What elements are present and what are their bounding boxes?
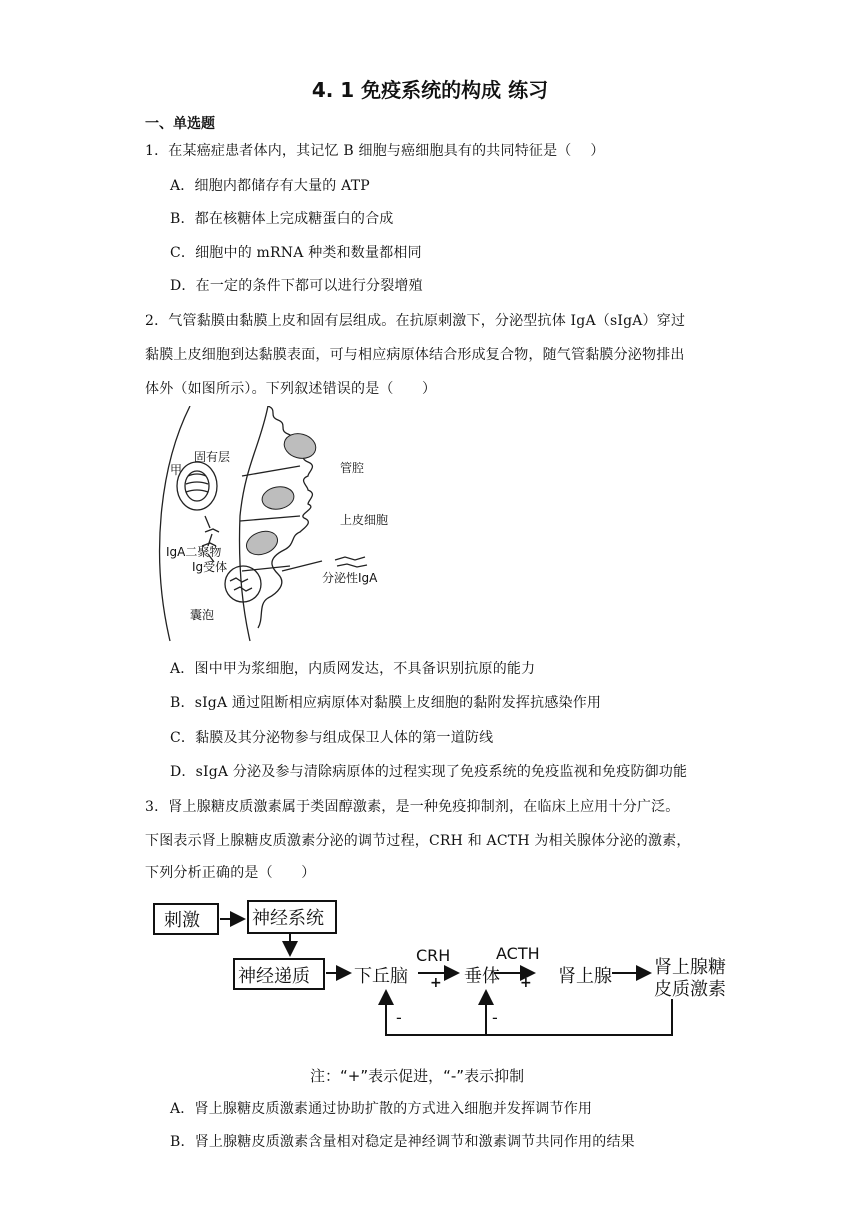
pituitary-label: 垂体	[464, 966, 500, 987]
q3-stem-line3: 下列分析正确的是（ ）	[145, 865, 316, 881]
page-title: 4. 1 免疫系统的构成 练习	[311, 78, 549, 102]
label-siga: 分泌性IgA	[322, 571, 378, 585]
diagram-note: 注：“+”表示促进，“-”表示抑制	[310, 1067, 525, 1085]
acth-label: ACTH	[496, 944, 540, 963]
feedback-minus-2: -	[492, 1008, 498, 1027]
label-guan-qiang: 管腔	[340, 461, 365, 475]
adrenal-label: 肾上腺	[558, 966, 612, 987]
q2-option-c: C．黏膜及其分泌物参与组成保卫人体的第一道防线	[170, 730, 494, 746]
label-iga-dimer: IgA二聚物	[166, 545, 222, 559]
q2-option-d: D．sIgA 分泌及参与清除病原体的过程实现了免疫系统的免疫监视和免疫防御功能	[170, 764, 688, 780]
label-jia: 甲	[170, 463, 183, 477]
feedback-minus-1: -	[396, 1008, 402, 1027]
q2-stem-line2: 黏膜上皮细胞到达黏膜表面，可与相应病原体结合形成复合物，随气管黏膜分泌物排出	[145, 347, 685, 363]
q1-option-a: A．细胞内都储存有大量的 ATP	[170, 178, 370, 194]
label-shang-pi: 上皮细胞	[340, 513, 389, 527]
section-heading: 一、单选题	[145, 116, 215, 132]
hypothalamus-label: 下丘脑	[354, 966, 408, 987]
q3-option-b: B．肾上腺糖皮质激素含量相对稳定是神经调节和激素调节共同作用的结果	[170, 1134, 635, 1150]
q1-option-b: B．都在核糖体上完成糖蛋白的合成	[170, 211, 394, 227]
q1-option-d: D．在一定的条件下都可以进行分裂增殖	[170, 278, 423, 294]
stimulus-label: 刺激	[164, 910, 200, 931]
q3-stem-line1: 3．肾上腺糖皮质激素属于类固醇激素，是一种免疫抑制剂，在临床上应用十分广泛。	[145, 799, 680, 815]
gc-label-line2: 皮质激素	[654, 979, 726, 1000]
q2-option-a: A．图中甲为浆细胞，内质网发达，不具备识别抗原的能力	[170, 661, 536, 677]
label-ig-receptor: Ig受体	[192, 560, 228, 574]
q2-stem-line3: 体外（如图所示）。下列叙述错误的是（ ）	[145, 381, 437, 397]
q2-option-b: B．sIgA 通过阻断相应病原体对黏膜上皮细胞的黏附发挥抗感染作用	[170, 695, 602, 711]
crh-label: CRH	[416, 946, 451, 965]
q3-option-a: A．肾上腺糖皮质激素通过协助扩散的方式进入细胞并发挥调节作用	[170, 1101, 593, 1117]
q1-option-c: C．细胞中的 mRNA 种类和数量都相同	[170, 245, 422, 261]
label-gu-you-ceng: 固有层	[194, 450, 231, 464]
label-nang-pao: 囊泡	[190, 608, 215, 622]
q2-mucosa-figure	[150, 406, 410, 646]
gc-label-line1: 肾上腺糖	[654, 957, 726, 978]
acth-plus: +	[520, 975, 532, 991]
q3-regulation-diagram	[150, 895, 750, 1095]
crh-plus: +	[430, 975, 442, 991]
neurotransmitter-label: 神经递质	[238, 966, 310, 987]
nervous-system-label: 神经系统	[252, 908, 324, 929]
q1-stem: 1．在某癌症患者体内，其记忆 B 细胞与癌细胞具有的共同特征是（ ）	[145, 143, 605, 159]
q3-stem-line2: 下图表示肾上腺糖皮质激素分泌的调节过程，CRH 和 ACTH 为相关腺体分泌的激素，	[145, 833, 691, 849]
q2-stem-line1: 2．气管黏膜由黏膜上皮和固有层组成。在抗原刺激下，分泌型抗体 IgA（sIgA）穿过	[145, 313, 686, 329]
